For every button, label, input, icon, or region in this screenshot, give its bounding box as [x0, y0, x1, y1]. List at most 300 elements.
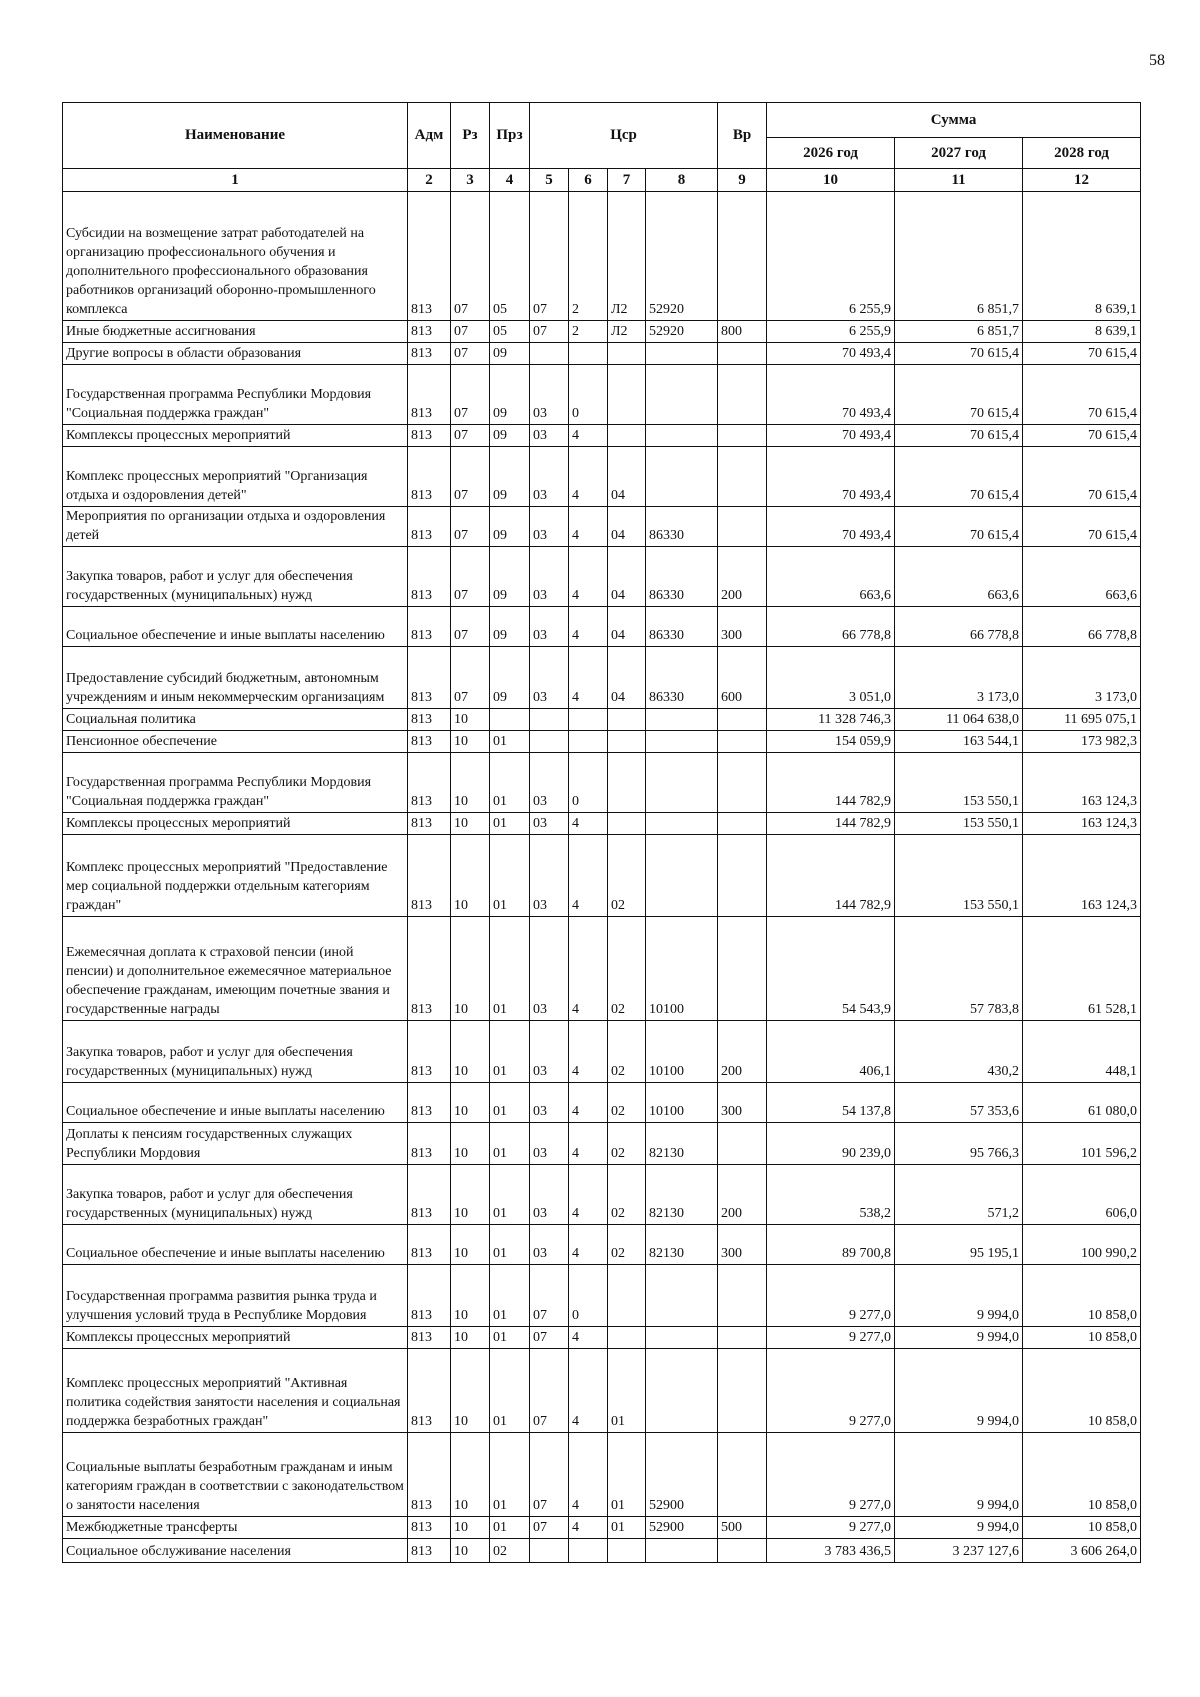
cell-rz: 07 [451, 321, 490, 343]
cell-name: Государственная программа Республики Мордовия "Социальная поддержка граждан" [63, 753, 408, 813]
table-row [63, 547, 1141, 607]
cell-sum-2028: 70 615,4 [1023, 365, 1141, 425]
col-header-year-2028: 2028 год [1023, 138, 1141, 169]
col-number: 6 [569, 169, 608, 192]
cell-vr [718, 709, 767, 731]
cell-csr-5: 03 [530, 835, 569, 917]
cell-sum-2028: 163 124,3 [1023, 813, 1141, 835]
cell-vr: 200 [718, 547, 767, 607]
table-body [63, 192, 1141, 1563]
table-row [63, 835, 1141, 917]
cell-rz: 07 [451, 365, 490, 425]
cell-sum-2026: 9 277,0 [767, 1433, 895, 1517]
cell-sum-2026: 90 239,0 [767, 1123, 895, 1165]
cell-csr-8 [646, 1349, 718, 1433]
cell-vr: 300 [718, 1225, 767, 1265]
cell-sum-2028: 100 990,2 [1023, 1225, 1141, 1265]
cell-sum-2027: 95 195,1 [895, 1225, 1023, 1265]
cell-vr: 300 [718, 1083, 767, 1123]
cell-vr [718, 425, 767, 447]
cell-prz: 05 [490, 321, 530, 343]
cell-prz: 01 [490, 1225, 530, 1265]
cell-adm: 813 [408, 813, 451, 835]
table-row [63, 343, 1141, 365]
cell-sum-2026: 70 493,4 [767, 507, 895, 547]
cell-sum-2026: 54 137,8 [767, 1083, 895, 1123]
cell-csr-8: 52920 [646, 321, 718, 343]
cell-name: Государственная программа развития рынка труда и улучшения условий труда в Республике Мордовия [63, 1265, 408, 1327]
table-header [63, 103, 1141, 192]
cell-name: Ежемесячная доплата к страховой пенсии (иной пенсии) и дополнительное ежемесячное материальное обеспечение гражданам, имеющим почетные звания и государственные награды [63, 917, 408, 1021]
table-row [63, 813, 1141, 835]
cell-csr-8: 52900 [646, 1433, 718, 1517]
cell-rz: 07 [451, 447, 490, 507]
cell-vr [718, 835, 767, 917]
cell-prz: 02 [490, 1539, 530, 1563]
cell-adm: 813 [408, 835, 451, 917]
table-row [63, 647, 1141, 709]
cell-sum-2027: 6 851,7 [895, 321, 1023, 343]
cell-csr-6: 2 [569, 192, 608, 321]
cell-name: Мероприятия по организации отдыха и оздоровления детей [63, 507, 408, 547]
cell-sum-2028: 101 596,2 [1023, 1123, 1141, 1165]
cell-vr [718, 1539, 767, 1563]
table-row [63, 1265, 1141, 1327]
cell-vr [718, 1123, 767, 1165]
cell-csr-7: 01 [608, 1349, 646, 1433]
cell-vr [718, 813, 767, 835]
table-row [63, 1327, 1141, 1349]
cell-csr-6: 4 [569, 1165, 608, 1225]
cell-csr-7: 04 [608, 647, 646, 709]
col-number: 5 [530, 169, 569, 192]
cell-csr-5: 07 [530, 1433, 569, 1517]
cell-rz: 10 [451, 1123, 490, 1165]
cell-sum-2026: 66 778,8 [767, 607, 895, 647]
cell-prz: 01 [490, 1327, 530, 1349]
cell-csr-7: 02 [608, 1225, 646, 1265]
cell-sum-2026: 144 782,9 [767, 835, 895, 917]
cell-sum-2027: 163 544,1 [895, 731, 1023, 753]
col-header-vr: Вр [718, 103, 767, 169]
cell-rz: 10 [451, 1517, 490, 1539]
cell-sum-2026: 54 543,9 [767, 917, 895, 1021]
cell-name: Комплекс процессных мероприятий "Предоставление мер социальной поддержки отдельным категориям граждан" [63, 835, 408, 917]
cell-sum-2028: 3 173,0 [1023, 647, 1141, 709]
cell-sum-2026: 9 277,0 [767, 1265, 895, 1327]
cell-csr-8 [646, 813, 718, 835]
cell-name: Комплексы процессных мероприятий [63, 1327, 408, 1349]
cell-csr-8: 86330 [646, 647, 718, 709]
cell-prz: 09 [490, 447, 530, 507]
cell-csr-5: 03 [530, 447, 569, 507]
cell-csr-5: 07 [530, 321, 569, 343]
cell-sum-2026: 9 277,0 [767, 1517, 895, 1539]
cell-csr-8: 52900 [646, 1517, 718, 1539]
cell-vr: 800 [718, 321, 767, 343]
col-header-year-2026: 2026 год [767, 138, 895, 169]
cell-prz: 09 [490, 365, 530, 425]
cell-csr-7 [608, 1539, 646, 1563]
table-row [63, 1349, 1141, 1433]
cell-vr: 500 [718, 1517, 767, 1539]
cell-rz: 10 [451, 731, 490, 753]
cell-csr-6: 4 [569, 1225, 608, 1265]
cell-prz: 09 [490, 425, 530, 447]
cell-sum-2028: 10 858,0 [1023, 1517, 1141, 1539]
cell-csr-5 [530, 731, 569, 753]
cell-sum-2028: 10 858,0 [1023, 1327, 1141, 1349]
col-number: 7 [608, 169, 646, 192]
cell-csr-5: 03 [530, 647, 569, 709]
cell-sum-2026: 3 783 436,5 [767, 1539, 895, 1563]
cell-csr-8 [646, 343, 718, 365]
cell-csr-5: 03 [530, 813, 569, 835]
table-row [63, 1517, 1141, 1539]
cell-sum-2028: 8 639,1 [1023, 192, 1141, 321]
cell-name: Социальные выплаты безработным гражданам и иным категориям граждан в соответствии с законодательством о занятости населения [63, 1433, 408, 1517]
cell-rz: 10 [451, 1083, 490, 1123]
cell-vr [718, 447, 767, 507]
cell-rz: 10 [451, 835, 490, 917]
cell-sum-2028: 163 124,3 [1023, 753, 1141, 813]
cell-rz: 10 [451, 709, 490, 731]
cell-name: Закупка товаров, работ и услуг для обеспечения государственных (муниципальных) нужд [63, 1021, 408, 1083]
cell-sum-2026: 11 328 746,3 [767, 709, 895, 731]
cell-csr-7: 04 [608, 447, 646, 507]
cell-sum-2027: 430,2 [895, 1021, 1023, 1083]
cell-sum-2026: 538,2 [767, 1165, 895, 1225]
cell-name: Предоставление субсидий бюджетным, автономным учреждениям и иным некоммерческим организациям [63, 647, 408, 709]
cell-csr-6: 4 [569, 1517, 608, 1539]
cell-rz: 07 [451, 425, 490, 447]
table-row [63, 365, 1141, 425]
cell-adm: 813 [408, 731, 451, 753]
cell-adm: 813 [408, 547, 451, 607]
cell-csr-6: 4 [569, 917, 608, 1021]
cell-csr-6: 4 [569, 813, 608, 835]
cell-adm: 813 [408, 1265, 451, 1327]
cell-sum-2028: 173 982,3 [1023, 731, 1141, 753]
cell-sum-2028: 448,1 [1023, 1021, 1141, 1083]
cell-sum-2026: 663,6 [767, 547, 895, 607]
cell-csr-7 [608, 365, 646, 425]
cell-sum-2027: 9 994,0 [895, 1517, 1023, 1539]
cell-adm: 813 [408, 1433, 451, 1517]
cell-adm: 813 [408, 321, 451, 343]
table-row [63, 1083, 1141, 1123]
cell-name: Социальное обеспечение и иные выплаты населению [63, 1083, 408, 1123]
cell-csr-7 [608, 753, 646, 813]
cell-vr [718, 507, 767, 547]
table-row [63, 507, 1141, 547]
column-number-row [63, 169, 1141, 192]
cell-csr-7 [608, 731, 646, 753]
cell-prz: 05 [490, 192, 530, 321]
cell-sum-2026: 406,1 [767, 1021, 895, 1083]
cell-csr-5: 03 [530, 607, 569, 647]
cell-vr [718, 731, 767, 753]
cell-csr-5: 07 [530, 1349, 569, 1433]
cell-csr-6 [569, 343, 608, 365]
cell-csr-8: 86330 [646, 547, 718, 607]
cell-adm: 813 [408, 753, 451, 813]
cell-name: Социальная политика [63, 709, 408, 731]
cell-vr: 600 [718, 647, 767, 709]
cell-csr-6: 4 [569, 1433, 608, 1517]
cell-csr-6: 2 [569, 321, 608, 343]
table-row [63, 321, 1141, 343]
cell-sum-2026: 70 493,4 [767, 447, 895, 507]
cell-prz: 01 [490, 813, 530, 835]
cell-csr-5 [530, 1539, 569, 1563]
cell-rz: 10 [451, 1327, 490, 1349]
cell-name: Комплексы процессных мероприятий [63, 425, 408, 447]
table-row [63, 731, 1141, 753]
table-row [63, 192, 1141, 321]
cell-csr-6: 4 [569, 835, 608, 917]
cell-csr-5: 03 [530, 1225, 569, 1265]
cell-rz: 07 [451, 647, 490, 709]
table-row [63, 1225, 1141, 1265]
col-number: 3 [451, 169, 490, 192]
cell-csr-6: 4 [569, 1083, 608, 1123]
col-number: 8 [646, 169, 718, 192]
cell-sum-2026: 144 782,9 [767, 813, 895, 835]
cell-name: Другие вопросы в области образования [63, 343, 408, 365]
cell-csr-5: 07 [530, 1265, 569, 1327]
cell-prz: 09 [490, 647, 530, 709]
cell-csr-6: 0 [569, 365, 608, 425]
col-number: 2 [408, 169, 451, 192]
cell-sum-2027: 6 851,7 [895, 192, 1023, 321]
cell-csr-6: 4 [569, 1327, 608, 1349]
cell-sum-2027: 153 550,1 [895, 753, 1023, 813]
cell-name: Доплаты к пенсиям государственных служащих Республики Мордовия [63, 1123, 408, 1165]
cell-vr [718, 753, 767, 813]
cell-sum-2027: 9 994,0 [895, 1327, 1023, 1349]
cell-vr [718, 192, 767, 321]
col-header-prz: Прз [490, 103, 530, 169]
cell-csr-5 [530, 709, 569, 731]
cell-sum-2028: 10 858,0 [1023, 1433, 1141, 1517]
cell-sum-2027: 3 173,0 [895, 647, 1023, 709]
cell-name: Закупка товаров, работ и услуг для обеспечения государственных (муниципальных) нужд [63, 547, 408, 607]
table-row [63, 447, 1141, 507]
cell-sum-2028: 8 639,1 [1023, 321, 1141, 343]
cell-prz: 01 [490, 1517, 530, 1539]
cell-name: Межбюджетные трансферты [63, 1517, 408, 1539]
cell-csr-6 [569, 731, 608, 753]
cell-csr-7: 02 [608, 1083, 646, 1123]
cell-sum-2026: 70 493,4 [767, 365, 895, 425]
col-number: 9 [718, 169, 767, 192]
cell-csr-6: 0 [569, 753, 608, 813]
table-row [63, 917, 1141, 1021]
cell-sum-2027: 70 615,4 [895, 343, 1023, 365]
cell-adm: 813 [408, 447, 451, 507]
cell-prz: 09 [490, 507, 530, 547]
cell-sum-2026: 144 782,9 [767, 753, 895, 813]
cell-csr-5: 03 [530, 917, 569, 1021]
cell-rz: 10 [451, 1349, 490, 1433]
cell-adm: 813 [408, 192, 451, 321]
cell-csr-7: 02 [608, 1165, 646, 1225]
cell-sum-2028: 163 124,3 [1023, 835, 1141, 917]
cell-name: Социальное обслуживание населения [63, 1539, 408, 1563]
cell-prz: 01 [490, 1021, 530, 1083]
cell-vr [718, 1433, 767, 1517]
cell-csr-6: 4 [569, 1349, 608, 1433]
cell-sum-2027: 95 766,3 [895, 1123, 1023, 1165]
cell-sum-2026: 6 255,9 [767, 192, 895, 321]
cell-vr: 200 [718, 1021, 767, 1083]
cell-csr-6: 4 [569, 507, 608, 547]
cell-prz: 01 [490, 1083, 530, 1123]
table-row [63, 1165, 1141, 1225]
cell-name: Комплекс процессных мероприятий "Активная политика содействия занятости населения и социальная поддержка безработных граждан" [63, 1349, 408, 1433]
cell-name: Государственная программа Республики Мордовия "Социальная поддержка граждан" [63, 365, 408, 425]
cell-adm: 813 [408, 709, 451, 731]
cell-adm: 813 [408, 425, 451, 447]
cell-rz: 10 [451, 1539, 490, 1563]
cell-csr-8 [646, 731, 718, 753]
cell-csr-7: 04 [608, 507, 646, 547]
cell-csr-8 [646, 1327, 718, 1349]
col-header-csr: Цср [530, 103, 718, 169]
cell-sum-2028: 70 615,4 [1023, 343, 1141, 365]
table-row [63, 1021, 1141, 1083]
cell-csr-5: 03 [530, 1165, 569, 1225]
cell-csr-5: 07 [530, 1327, 569, 1349]
cell-csr-6: 4 [569, 1123, 608, 1165]
cell-sum-2028: 61 528,1 [1023, 917, 1141, 1021]
cell-sum-2028: 10 858,0 [1023, 1265, 1141, 1327]
cell-csr-5: 03 [530, 1021, 569, 1083]
cell-rz: 07 [451, 192, 490, 321]
cell-name: Пенсионное обеспечение [63, 731, 408, 753]
cell-csr-7: Л2 [608, 192, 646, 321]
cell-csr-8: 82130 [646, 1165, 718, 1225]
cell-sum-2026: 70 493,4 [767, 343, 895, 365]
cell-prz: 01 [490, 1349, 530, 1433]
cell-prz: 01 [490, 1123, 530, 1165]
cell-sum-2026: 89 700,8 [767, 1225, 895, 1265]
cell-adm: 813 [408, 917, 451, 1021]
cell-sum-2026: 70 493,4 [767, 425, 895, 447]
cell-csr-7 [608, 425, 646, 447]
table-row [63, 709, 1141, 731]
cell-adm: 813 [408, 365, 451, 425]
cell-csr-5: 07 [530, 192, 569, 321]
cell-csr-7: 01 [608, 1517, 646, 1539]
cell-name: Комплексы процессных мероприятий [63, 813, 408, 835]
cell-name: Закупка товаров, работ и услуг для обеспечения государственных (муниципальных) нужд [63, 1165, 408, 1225]
cell-sum-2028: 66 778,8 [1023, 607, 1141, 647]
cell-sum-2026: 3 051,0 [767, 647, 895, 709]
cell-vr [718, 1265, 767, 1327]
cell-sum-2028: 70 615,4 [1023, 425, 1141, 447]
cell-prz: 09 [490, 343, 530, 365]
cell-csr-5: 03 [530, 425, 569, 447]
cell-csr-8 [646, 365, 718, 425]
cell-csr-7 [608, 343, 646, 365]
cell-sum-2028: 3 606 264,0 [1023, 1539, 1141, 1563]
cell-csr-7: 02 [608, 1021, 646, 1083]
cell-csr-7 [608, 813, 646, 835]
table-row [63, 1433, 1141, 1517]
cell-prz [490, 709, 530, 731]
cell-name: Иные бюджетные ассигнования [63, 321, 408, 343]
cell-sum-2028: 61 080,0 [1023, 1083, 1141, 1123]
col-header-adm: Адм [408, 103, 451, 169]
cell-sum-2028: 10 858,0 [1023, 1349, 1141, 1433]
cell-prz: 01 [490, 731, 530, 753]
col-number: 4 [490, 169, 530, 192]
cell-adm: 813 [408, 343, 451, 365]
col-header-rz: Рз [451, 103, 490, 169]
cell-csr-5: 03 [530, 1123, 569, 1165]
cell-csr-8 [646, 753, 718, 813]
cell-prz: 01 [490, 1265, 530, 1327]
cell-csr-7: Л2 [608, 321, 646, 343]
cell-csr-7 [608, 1265, 646, 1327]
table-row [63, 425, 1141, 447]
cell-csr-7: 04 [608, 607, 646, 647]
cell-sum-2028: 70 615,4 [1023, 507, 1141, 547]
cell-sum-2027: 57 353,6 [895, 1083, 1023, 1123]
cell-csr-5 [530, 343, 569, 365]
cell-prz: 01 [490, 917, 530, 1021]
cell-vr [718, 917, 767, 1021]
cell-sum-2026: 9 277,0 [767, 1327, 895, 1349]
cell-adm: 813 [408, 647, 451, 709]
page-number: 58 [1149, 52, 1165, 69]
cell-csr-8 [646, 835, 718, 917]
cell-csr-8: 86330 [646, 607, 718, 647]
cell-name: Субсидии на возмещение затрат работодателей на организацию профессионального обучения и дополнительного профессионального образования работников организаций оборонно-промышленного комплекса [63, 192, 408, 321]
col-number: 11 [895, 169, 1023, 192]
cell-rz: 07 [451, 343, 490, 365]
cell-csr-8: 10100 [646, 1021, 718, 1083]
cell-csr-8: 86330 [646, 507, 718, 547]
cell-sum-2028: 663,6 [1023, 547, 1141, 607]
cell-adm: 813 [408, 1083, 451, 1123]
cell-rz: 10 [451, 1165, 490, 1225]
cell-sum-2028: 70 615,4 [1023, 447, 1141, 507]
cell-sum-2027: 57 783,8 [895, 917, 1023, 1021]
budget-table [62, 102, 1141, 1563]
cell-sum-2027: 9 994,0 [895, 1433, 1023, 1517]
cell-csr-6 [569, 1539, 608, 1563]
col-header-sum: Сумма [767, 103, 1141, 138]
cell-prz: 01 [490, 1433, 530, 1517]
cell-name: Социальное обеспечение и иные выплаты населению [63, 1225, 408, 1265]
cell-adm: 813 [408, 1517, 451, 1539]
cell-vr: 300 [718, 607, 767, 647]
cell-sum-2027: 70 615,4 [895, 425, 1023, 447]
cell-rz: 10 [451, 753, 490, 813]
cell-rz: 10 [451, 1021, 490, 1083]
cell-adm: 813 [408, 1021, 451, 1083]
cell-prz: 09 [490, 607, 530, 647]
cell-name: Социальное обеспечение и иные выплаты населению [63, 607, 408, 647]
cell-rz: 10 [451, 813, 490, 835]
cell-rz: 10 [451, 917, 490, 1021]
cell-csr-7 [608, 709, 646, 731]
cell-adm: 813 [408, 1225, 451, 1265]
cell-sum-2026: 9 277,0 [767, 1349, 895, 1433]
